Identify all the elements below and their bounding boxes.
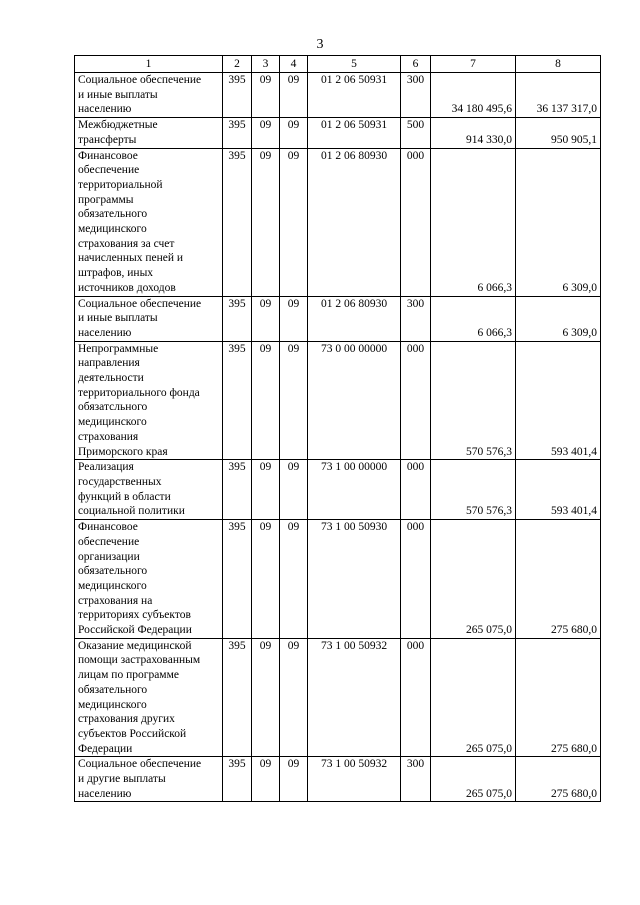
- column-header: 2: [223, 56, 252, 73]
- row-name-line: Реализация: [78, 461, 134, 474]
- subsection-code: 09: [280, 341, 308, 460]
- row-name-line: трансферты: [78, 133, 137, 146]
- admin-code: 395: [223, 296, 252, 341]
- amount-col7: 265 075,0: [431, 520, 516, 639]
- table-row: [75, 638, 601, 757]
- amount-col8: 275 680,0: [516, 520, 601, 639]
- subsection-code: 09: [280, 638, 308, 757]
- section-code: 09: [252, 460, 280, 520]
- column-header: 4: [280, 56, 308, 73]
- row-name: [75, 73, 223, 118]
- row-name: [75, 341, 223, 460]
- target-article-code: 73 0 00 00000: [308, 341, 401, 460]
- section-code: 09: [252, 638, 280, 757]
- admin-code: 395: [223, 460, 252, 520]
- amount-col7: 265 075,0: [431, 757, 516, 802]
- row-name-line: и иные выплаты: [78, 88, 158, 101]
- target-article-code: 73 1 00 50932: [308, 638, 401, 757]
- row-name-line: штрафов, иных: [78, 267, 154, 280]
- row-name: [75, 118, 223, 148]
- column-header: 7: [431, 56, 516, 73]
- row-name-line: медицинского: [78, 698, 147, 711]
- column-header: 6: [401, 56, 431, 73]
- admin-code: 395: [223, 757, 252, 802]
- section-code: 09: [252, 148, 280, 296]
- row-name-line: страхования других: [78, 713, 175, 726]
- row-name-line: Межбюджетные: [78, 119, 158, 132]
- admin-code: 395: [223, 73, 252, 118]
- target-article-code: 73 1 00 50930: [308, 520, 401, 639]
- table-row: [75, 341, 601, 460]
- amount-col7: 914 330,0: [431, 118, 516, 148]
- row-name-line: начисленных пеней и: [78, 252, 184, 265]
- expense-type-code: 000: [401, 520, 431, 639]
- amount-col8: 36 137 317,0: [516, 73, 601, 118]
- row-name-line: программы: [78, 193, 134, 206]
- subsection-code: 09: [280, 148, 308, 296]
- amount-col7: 265 075,0: [431, 638, 516, 757]
- subsection-code: 09: [280, 757, 308, 802]
- amount-col8: 950 905,1: [516, 118, 601, 148]
- expense-type-code: 000: [401, 341, 431, 460]
- target-article-code: 01 2 06 50931: [308, 118, 401, 148]
- row-name-line: направления: [78, 357, 140, 370]
- amount-col8: 593 401,4: [516, 341, 601, 460]
- admin-code: 395: [223, 341, 252, 460]
- row-name-line: и другие выплаты: [78, 773, 166, 786]
- column-header: 8: [516, 56, 601, 73]
- row-name-line: организации: [78, 550, 140, 563]
- table-row: [75, 296, 601, 341]
- amount-col8: 6 309,0: [516, 148, 601, 296]
- row-name-line: обеспечение: [78, 164, 140, 177]
- row-name-line: Финансовое: [78, 521, 138, 534]
- row-name: [75, 638, 223, 757]
- target-article-code: 73 1 00 50932: [308, 757, 401, 802]
- row-name-line: Российской Федерации: [78, 624, 192, 637]
- section-code: 09: [252, 118, 280, 148]
- table-body: [75, 73, 601, 802]
- row-name-line: населению: [78, 787, 132, 800]
- row-name-line: медицинского: [78, 223, 147, 236]
- row-name-line: Социальное обеспечение: [78, 297, 202, 310]
- target-article-code: 01 2 06 80930: [308, 296, 401, 341]
- row-name-line: функций в области: [78, 490, 171, 503]
- row-name: [75, 148, 223, 296]
- expense-type-code: 000: [401, 638, 431, 757]
- expense-type-code: 000: [401, 460, 431, 520]
- row-name-line: помощи застрахованным: [78, 654, 201, 667]
- expense-type-code: 300: [401, 296, 431, 341]
- row-name-line: обязательного: [78, 565, 148, 578]
- row-name-line: страхования за счет: [78, 237, 175, 250]
- row-name-line: Социальное обеспечение: [78, 74, 202, 86]
- row-name-line: государственных: [78, 475, 162, 488]
- row-name-line: социальной политики: [78, 505, 185, 518]
- amount-col7: 570 576,3: [431, 341, 516, 460]
- admin-code: 395: [223, 520, 252, 639]
- row-name-line: деятельности: [78, 372, 144, 385]
- row-name-line: Финансовое: [78, 149, 138, 162]
- table-row: [75, 460, 601, 520]
- row-name-line: населению: [78, 326, 132, 339]
- row-name-line: субъектов Российской: [78, 727, 187, 740]
- admin-code: 395: [223, 148, 252, 296]
- row-name-line: Федерации: [78, 742, 133, 755]
- amount-col7: 6 066,3: [431, 296, 516, 341]
- expense-type-code: 300: [401, 757, 431, 802]
- table-row: [75, 757, 601, 802]
- row-name-line: страхования на: [78, 594, 153, 607]
- admin-code: 395: [223, 638, 252, 757]
- section-code: 09: [252, 73, 280, 118]
- amount-col8: 593 401,4: [516, 460, 601, 520]
- row-name-line: Приморского края: [78, 445, 168, 458]
- row-name-line: обеспечение: [78, 535, 140, 548]
- amount-col8: 275 680,0: [516, 757, 601, 802]
- row-name-line: территориального фонда: [78, 386, 200, 399]
- page-number: 3: [316, 37, 324, 52]
- section-code: 09: [252, 341, 280, 460]
- row-name-line: населению: [78, 103, 132, 116]
- subsection-code: 09: [280, 460, 308, 520]
- target-article-code: 01 2 06 80930: [308, 148, 401, 296]
- row-name-line: территориальной: [78, 178, 163, 191]
- subsection-code: 09: [280, 118, 308, 148]
- row-name-line: территориях субъектов: [78, 609, 191, 622]
- column-header: 1: [75, 56, 223, 73]
- row-name-line: Социальное обеспечение: [78, 758, 202, 771]
- row-name-line: медицинского: [78, 416, 147, 429]
- section-code: 09: [252, 520, 280, 639]
- section-code: 09: [252, 296, 280, 341]
- row-name: [75, 460, 223, 520]
- target-article-code: 01 2 06 50931: [308, 73, 401, 118]
- subsection-code: 09: [280, 73, 308, 118]
- row-name-line: обязатсльного: [78, 401, 148, 414]
- column-number-row: [75, 56, 601, 73]
- budget-table: [74, 55, 601, 802]
- subsection-code: 09: [280, 520, 308, 639]
- row-name-line: обязательного: [78, 208, 148, 221]
- row-name-line: Оказание медицинской: [78, 639, 192, 652]
- amount-col8: 6 309,0: [516, 296, 601, 341]
- subsection-code: 09: [280, 296, 308, 341]
- row-name-line: медицинского: [78, 579, 147, 592]
- table-row: [75, 520, 601, 639]
- amount-col7: 570 576,3: [431, 460, 516, 520]
- column-header: 5: [308, 56, 401, 73]
- row-name: [75, 757, 223, 802]
- target-article-code: 73 1 00 00000: [308, 460, 401, 520]
- row-name-line: источников доходов: [78, 281, 176, 294]
- expense-type-code: 500: [401, 118, 431, 148]
- section-code: 09: [252, 757, 280, 802]
- row-name-line: Непрограммные: [78, 342, 159, 355]
- table-row: [75, 73, 601, 118]
- table-row: [75, 118, 601, 148]
- expense-type-code: 300: [401, 73, 431, 118]
- row-name-line: страхования: [78, 430, 139, 443]
- row-name: [75, 520, 223, 639]
- admin-code: 395: [223, 118, 252, 148]
- row-name-line: лицам по программе: [78, 669, 179, 682]
- row-name-line: обязательного: [78, 683, 148, 696]
- column-header: 3: [252, 56, 280, 73]
- amount-col7: 6 066,3: [431, 148, 516, 296]
- row-name-line: и иные выплаты: [78, 312, 158, 325]
- expense-type-code: 000: [401, 148, 431, 296]
- table-row: [75, 148, 601, 296]
- amount-col7: 34 180 495,6: [431, 73, 516, 118]
- row-name: [75, 296, 223, 341]
- amount-col8: 275 680,0: [516, 638, 601, 757]
